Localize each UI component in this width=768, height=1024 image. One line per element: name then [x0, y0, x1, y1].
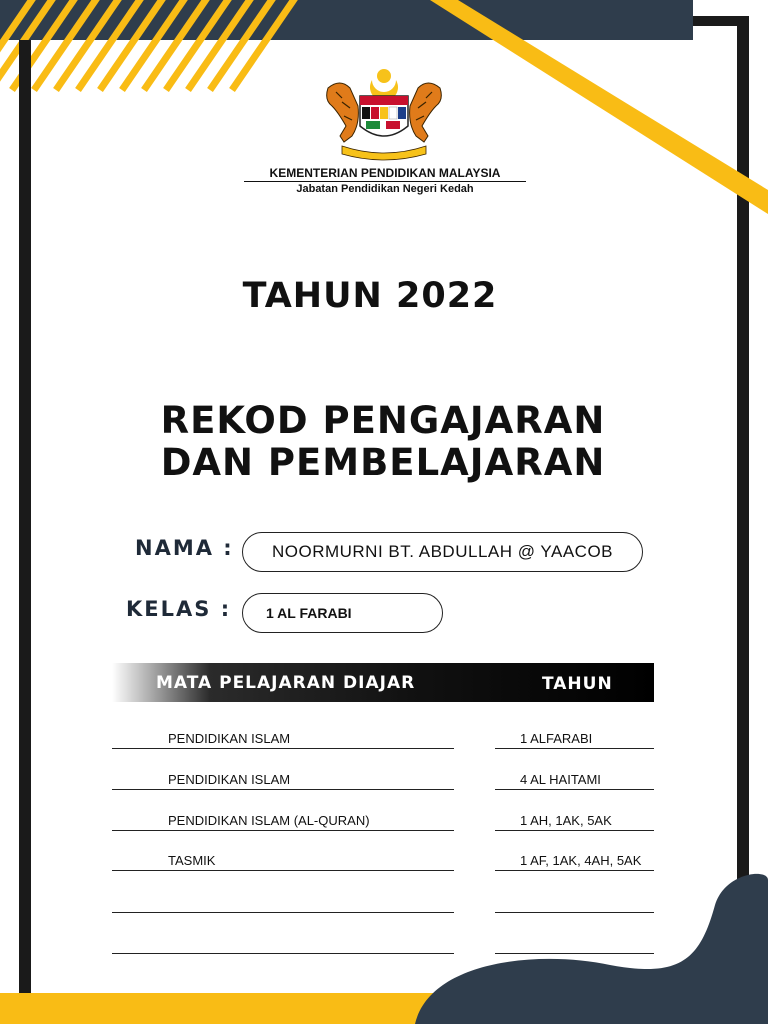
year-column-header: TAHUN: [542, 674, 613, 694]
year-cell: 1 AF, 1AK, 4AH, 5AK: [520, 853, 642, 868]
table-row-subject[interactable]: [112, 790, 454, 831]
subject-column-header: MATA PELAJARAN DIAJAR: [156, 673, 416, 693]
table-row-subject[interactable]: [112, 708, 454, 749]
department-name: Jabatan Pendidikan Negeri Kedah: [296, 183, 474, 195]
subject-cell: PENDIDIKAN ISLAM (AL-QURAN): [168, 813, 370, 828]
table-row-year[interactable]: [495, 708, 654, 749]
name-field[interactable]: NOORMURNI BT. ABDULLAH @ YAACOB: [242, 532, 643, 572]
subject-cell: PENDIDIKAN ISLAM: [168, 731, 291, 746]
coat-of-arms-logo: [322, 66, 446, 166]
subject-cell: TASMIK: [168, 853, 216, 868]
name-label: NAMA :: [135, 536, 234, 560]
table-row-year[interactable]: [495, 749, 654, 790]
table-row-year[interactable]: [495, 913, 654, 954]
ministry-name: KEMENTERIAN PENDIDIKAN MALAYSIA: [244, 166, 526, 182]
table-row-subject[interactable]: [112, 830, 454, 871]
table-row-subject[interactable]: [112, 913, 454, 954]
table-row-subject[interactable]: [112, 749, 454, 790]
table-row-year[interactable]: [495, 790, 654, 831]
subjects-table-header: [112, 663, 654, 702]
table-row-subject[interactable]: [112, 872, 454, 913]
title-line-1: REKOD PENGAJARAN: [160, 399, 606, 442]
year-cell: 1 AH, 1AK, 5AK: [520, 813, 612, 828]
title-line-2: DAN PEMBELAJARAN: [160, 441, 606, 484]
class-label: KELAS :: [126, 597, 232, 621]
table-row-year[interactable]: [495, 830, 654, 871]
table-row-year[interactable]: [495, 872, 654, 913]
year-title: TAHUN 2022: [242, 276, 498, 316]
year-cell: 1 ALFARABI: [520, 731, 593, 746]
subject-cell: PENDIDIKAN ISLAM: [168, 772, 291, 787]
year-cell: 4 AL HAITAMI: [520, 772, 601, 787]
document-title: [0, 400, 766, 484]
class-field[interactable]: 1 AL FARABI: [242, 593, 443, 633]
